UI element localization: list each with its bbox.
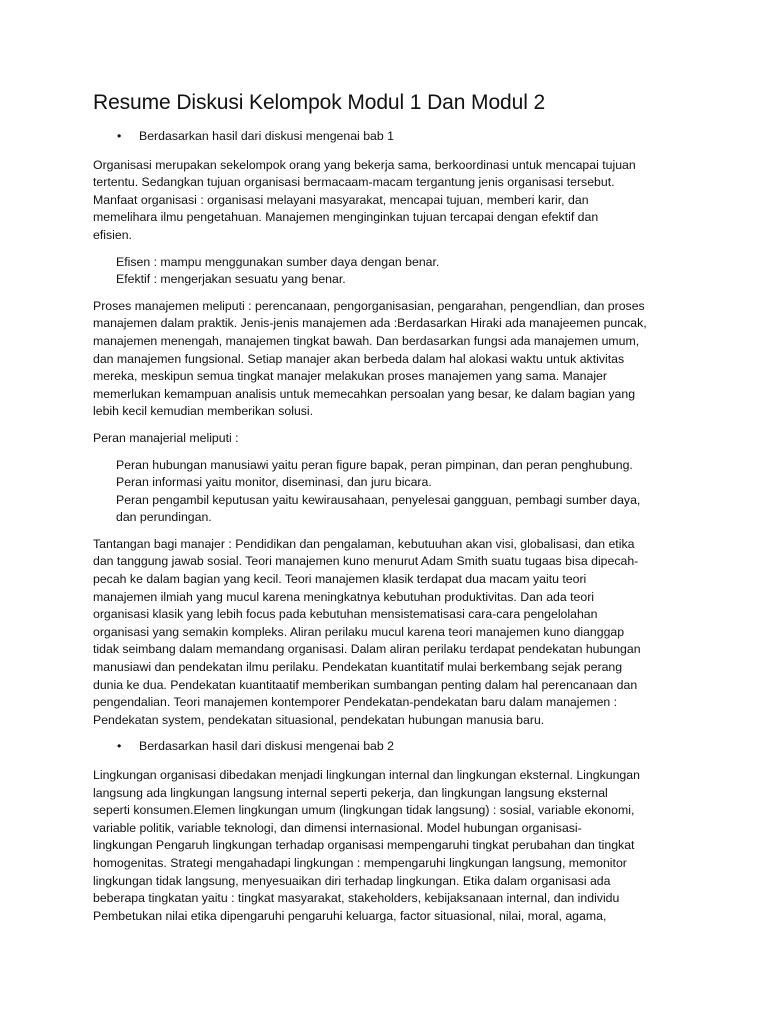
bullet-text: Berdasarkan hasil dari diskusi mengenai bab 1 xyxy=(139,129,394,143)
text-line: organisasi yang semakin kompleks. Aliran perilaku mucul karena teori manajemen kuno dianggap xyxy=(93,624,625,639)
text-line: efisien. xyxy=(93,227,132,242)
text-line: manajemen dalam praktik. Jenis-jenis manajemen ada :Berdasarkan Hiraki ada manajeemen puncak, xyxy=(93,316,647,331)
role-line: Peran hubungan manusiawi yaitu peran figure bapak, peran pimpinan, dan peran penghubung. xyxy=(116,457,633,472)
text-line: Manfaat organisasi : organisasi melayani masyarakat, mencapai tujuan, memberi karir, dan xyxy=(93,192,589,207)
text-line: Lingkungan organisasi dibedakan menjadi lingkungan internal dan lingkungan eksternal. Lingkungan xyxy=(93,768,640,782)
text-line: Pendekatan system, pendekatan situasional, pendekatan hubungan manusia baru. xyxy=(93,712,545,727)
text-line: homogenitas. Strategi mengahadapi lingkungan : mempengaruhi lingkungan langsung, memonitor xyxy=(93,855,627,870)
text-line: tidak seimbang dalam memandang organisasi. Dalam aliran perilaku terdapat pendekatan hubungan xyxy=(93,642,641,657)
definitions-block xyxy=(93,254,673,289)
paragraph-peran-manajerial xyxy=(93,430,673,448)
bullet-icon: • xyxy=(117,129,122,143)
text-line: langsung ada lingkungan langsung internal seperti pekerja, dan lingkungan langsung eksternal xyxy=(93,785,608,800)
bullet-icon: • xyxy=(117,739,122,754)
text-line: lingkungan Pengaruh lingkungan terhadap organisasi mempengaruhi tingkat perubahan dan tingkat xyxy=(93,838,635,853)
paragraph-lingkungan xyxy=(93,767,673,925)
definition-efektif: Efektif : mengerjakan sesuatu yang benar. xyxy=(116,272,346,287)
text-line: pengendalian. Teori manajemen kontemporer Pendekatan-pendekatan baru dalam manajemen : xyxy=(93,695,618,710)
text-line: Pembetukan nilai etika dipengaruhi pengaruhi keluarga, factor situasional, nilai, moral, agama, xyxy=(93,908,607,923)
text-line: Peran manajerial meliputi : xyxy=(93,430,239,445)
text-line: lingkungan tidak langsung, menyesuaikan diri terhadap lingkungan. Etika dalam organisasi ada xyxy=(93,873,611,888)
text-line: memerlukan kemampuan analisis untuk memecahkan persoalan yang besar, ke dalam bagian yang xyxy=(93,386,636,401)
definition-efisien: Efisen : mampu menggunakan sumber daya dengan benar. xyxy=(116,254,440,269)
text-line: manajemen ilmiah yang mucul karena meningkatnya kebutuhan produktivitas. Dan ada teori xyxy=(93,589,595,604)
role-line: Peran pengambil keputusan yaitu kewirausahaan, penyelesai gangguan, pembagi sumber daya, xyxy=(116,492,641,507)
text-line: manajemen menengah, manajemen tingkat bawah. Dan berdasarkan fungsi ada manajemen umum, xyxy=(93,333,640,348)
bullet-bab-2 xyxy=(93,738,673,756)
text-line: dan manajemen fungsional. Setiap manajer akan berbeda dalam hal alokasi waktu untuk aktivitas xyxy=(93,351,625,366)
document-title: Resume Diskusi Kelompok Modul 1 Dan Modul 2 xyxy=(93,91,546,114)
text-line: Tantangan bagi manajer : Pendidikan dan pengalaman, kebutuuhan akan visi, globalisasi, dan etika xyxy=(93,536,635,551)
paragraph-proses-manajemen xyxy=(93,298,673,421)
text-line: variable politik, variable teknologi, dan dimensi internasional. Model hubungan organisasi- xyxy=(93,820,582,835)
text-line: dunia ke dua. Pendekatan kuantitaatif memberikan sumbangan penting dalam hal perencanaan dan xyxy=(93,677,638,692)
text-line: lebih kecil kemudian memberikan solusi. xyxy=(93,404,314,419)
text-line: mereka, meskipun semua tingkat manajer melakukan proses manajemen yang sama. Manajer xyxy=(93,369,607,384)
text-line: seperti konsumen.Elemen lingkungan umum (lingkungan tidak langsung) : sosial, variable ekonomi, xyxy=(93,803,635,818)
bullet-bab-1 xyxy=(93,128,673,146)
text-line: organisasi klasik yang lebih focus pada kebutuhan mensistematisasi cara-cara pengelolahan xyxy=(93,607,598,622)
text-line: memelihara ilmu pengetahuan. Manajemen menginginkan tujuan tercapai dengan efektif dan xyxy=(93,210,599,225)
text-line: beberapa tingkatan yaitu : tingkat masyarakat, stakeholders, kebijaksanaan internal, dan individu xyxy=(93,891,620,906)
document-page xyxy=(93,88,673,934)
text-line: pecah ke dalam bagian yang kecil. Teori manajemen klasik terdapat dua macam yaitu teori xyxy=(93,572,587,587)
roles-block xyxy=(93,457,673,527)
bullet-text: Berdasarkan hasil dari diskusi mengenai bab 2 xyxy=(139,739,394,754)
text-line: Organisasi merupakan sekelompok orang yang bekerja sama, berkoordinasi untuk mencapai tujuan xyxy=(93,157,636,172)
role-line: dan perundingan. xyxy=(116,510,212,525)
paragraph-tantangan xyxy=(93,536,673,730)
role-line: Peran informasi yaitu monitor, diseminasi, dan juru bicara. xyxy=(116,475,432,490)
text-line: manusiawi dan pendekatan ilmu perilaku. Pendekatan kuantitatif mulai berkembang sejak perang xyxy=(93,660,623,675)
text-line: tertentu. Sedangkan tujuan organisasi bermacaam-macam tergantung jenis organisasi tersebut. xyxy=(93,175,615,190)
text-line: dan tanggung jawab sosial. Teori manajemen kuno menurut Adam Smith suatu tugaas bisa dipecah- xyxy=(93,554,639,569)
text-line: Proses manajemen meliputi : perencanaan, pengorganisasian, pengarahan, pengendlian, dan proses xyxy=(93,298,645,313)
paragraph-organisasi xyxy=(93,157,673,245)
